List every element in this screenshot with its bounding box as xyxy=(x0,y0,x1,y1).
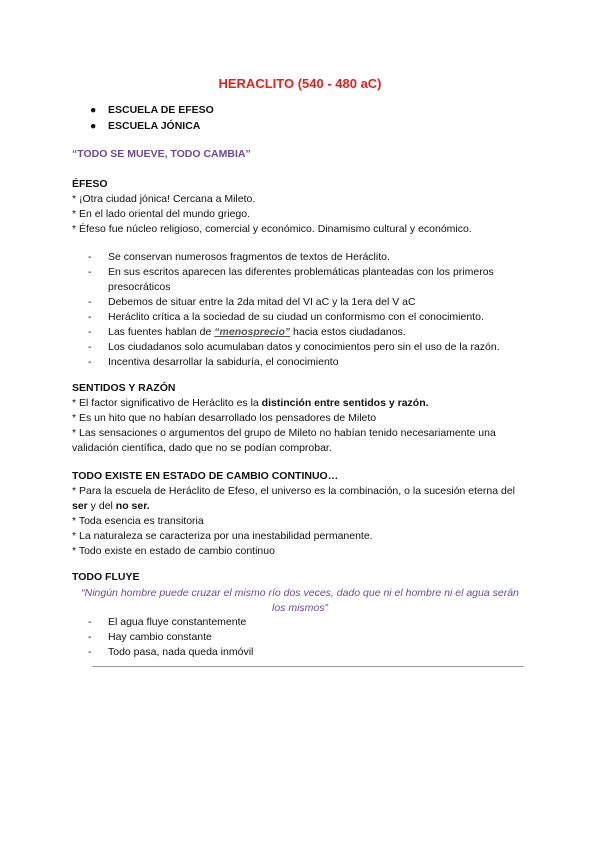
motto: “TODO SE MUEVE, TODO CAMBIA” xyxy=(72,148,251,160)
note-line: * ¡Otra ciudad jónica! Cercana a Mileto. xyxy=(72,193,256,205)
list-item: - Se conservan numerosos fragmentos de textos de Heráclito. xyxy=(88,251,390,263)
sentidos-notes xyxy=(72,396,532,456)
dash-icon: - xyxy=(88,341,92,353)
dash-icon: - xyxy=(88,356,92,368)
note-line: * Éfeso fue núcleo religioso, comercial y económico. Dinamismo cultural y económico. xyxy=(72,223,472,235)
note-line: * Todo existe en estado de cambio continuo xyxy=(72,545,275,557)
section-heading-efeso: ÉFESO xyxy=(72,178,108,190)
page-title: HERACLITO (540 - 480 aC) xyxy=(218,76,382,91)
dash-icon: - xyxy=(88,296,92,308)
efeso-notes xyxy=(72,192,532,237)
note-line: * Toda esencia es transitoria xyxy=(72,515,204,527)
list-item: ● ESCUELA JÓNICA xyxy=(90,120,201,132)
note-line: * Es un hito que no habían desarrollado los pensadores de Mileto xyxy=(72,412,377,424)
list-item: - Todo pasa, nada queda inmóvil xyxy=(88,646,254,658)
fluye-dash-list xyxy=(88,615,528,660)
list-item: - El agua fluye constantemente xyxy=(88,616,247,628)
note-line: * Para la escuela de Heráclito de Efeso, el universo es la combinación, o la sucesión eterna del ser y del no ser. xyxy=(72,485,516,512)
list-item: - Las fuentes hablan de “menosprecio” hacia estos ciudadanos. xyxy=(88,326,406,338)
note-line: * Las sensaciones o argumentos del grupo de Mileto no habían tenido necesariamente una validación científica, dado que no se podían comprobar. xyxy=(72,427,496,454)
note-line: * El factor significativo de Heráclito es la distinción entre sentidos y razón. xyxy=(72,397,429,409)
emphasis-menosprecio: “menosprecio” xyxy=(214,326,291,338)
dash-icon: - xyxy=(88,616,92,628)
bullet-icon: ● xyxy=(90,104,97,116)
dash-icon: - xyxy=(88,251,92,263)
section-heading-cambio: TODO EXISTE EN ESTADO DE CAMBIO CONTINUO… xyxy=(72,470,339,482)
cambio-notes xyxy=(72,484,532,559)
list-item: - Incentiva desarrollar la sabiduría, el conocimiento xyxy=(88,356,339,368)
section-heading-sentidos: SENTIDOS Y RAZÓN xyxy=(72,382,176,394)
list-item: - Los ciudadanos solo acumulaban datos y conocimientos pero sin el uso de la razón. xyxy=(88,341,500,353)
note-line: * La naturaleza se caracteriza por una inestabilidad permanente. xyxy=(72,530,373,542)
list-item: - Hay cambio constante xyxy=(88,631,212,643)
dash-icon: - xyxy=(88,266,92,278)
dash-icon: - xyxy=(88,646,92,658)
divider xyxy=(92,666,524,667)
list-item: ● ESCUELA DE EFESO xyxy=(90,104,214,116)
dash-icon: - xyxy=(88,311,92,323)
school-list xyxy=(90,102,214,134)
dash-icon: - xyxy=(88,326,92,338)
section-heading-fluye: TODO FLUYE xyxy=(72,571,140,583)
list-item: - Debemos de situar entre la 2da mitad del VI aC y la 1era del V aC xyxy=(88,296,416,308)
bullet-icon: ● xyxy=(90,120,97,132)
note-line: * En el lado oriental del mundo griego. xyxy=(72,208,251,220)
dash-icon: - xyxy=(88,631,92,643)
heraclitus-quote: “Ningún hombre puede cruzar el mismo río dos veces, dado que ni el hombre ni el agua serán los mismos” xyxy=(81,587,519,614)
list-item: - Heráclito crítica a la sociedad de su ciudad un conformismo con el conocimiento. xyxy=(88,311,484,323)
efeso-dash-list xyxy=(88,250,528,370)
list-item: - En sus escritos aparecen las diferentes problemáticas planteadas con los primeros presocráticos xyxy=(88,266,494,293)
